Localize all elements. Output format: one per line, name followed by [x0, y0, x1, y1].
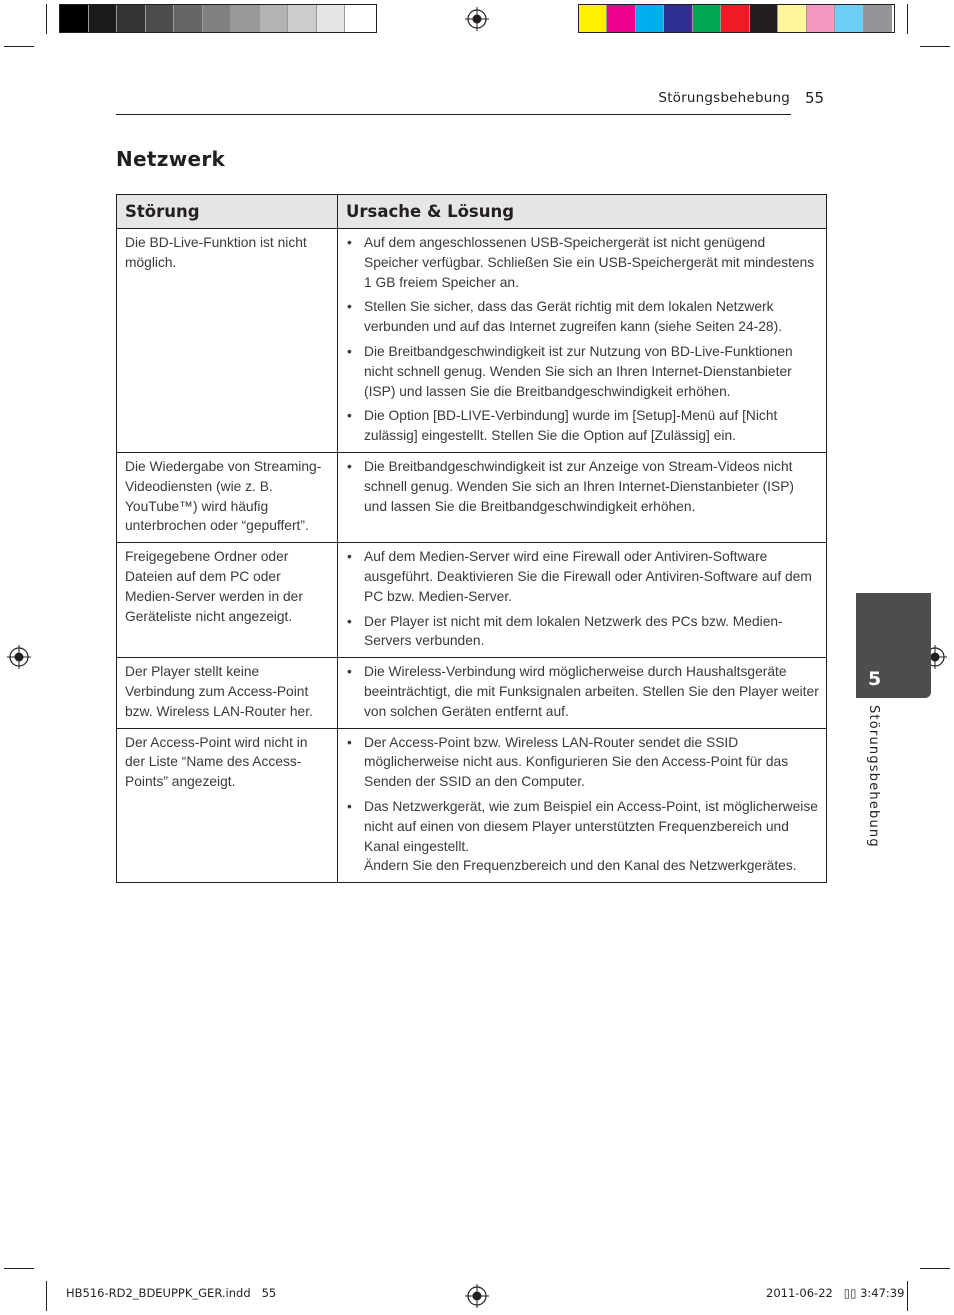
crop-mark: [920, 1268, 950, 1269]
crop-mark: [907, 4, 908, 34]
calibration-swatch: [607, 5, 635, 32]
column-header-solution: Ursache & Lösung: [338, 195, 827, 229]
running-header-section: Störungsbehebung: [658, 90, 790, 106]
calibration-swatch: [317, 5, 346, 32]
calibration-swatch: [174, 5, 203, 32]
registration-mark-icon: [7, 645, 31, 669]
calibration-swatch: [146, 5, 175, 32]
crop-mark: [920, 46, 950, 47]
solution-item: • Der Player ist nicht mit dem lokalen Netzwerk des PCs bzw. Medien-Servers verbunden.: [346, 612, 820, 652]
solution-cell: [338, 728, 827, 883]
calibration-swatch: [636, 5, 664, 32]
solution-list: [346, 457, 820, 516]
solution-item: • Auf dem angeschlossenen USB-Speichergerät ist nicht genügend Speicher verfügbar. Schließen Sie ein USB-Speichergerät mit mindestens 1 GB freiem Speicher an.: [346, 233, 820, 292]
chapter-label: Störungsbehebung: [866, 705, 881, 848]
page-title: Netzwerk: [116, 147, 226, 171]
table-row: [117, 229, 827, 453]
solution-item: • Stellen Sie sicher, dass das Gerät richtig mit dem lokalen Netzwerk verbunden und auf das Internet zugreifen kann (siehe Seiten 24-28).: [346, 297, 820, 337]
calibration-swatch: [203, 5, 232, 32]
footer-filename: HB516-RD2_BDEUPPK_GER.indd 55: [66, 1286, 277, 1300]
problem-cell: Die BD-Live-Funktion ist nicht möglich.: [117, 229, 338, 453]
solution-item: • Die Breitbandgeschwindigkeit ist zur Anzeige von Stream-Videos nicht schnell genug. Wenden Sie sich an Ihren Internet-Dienstanbieter (ISP) und lassen Sie die Breitbandgeschwindigkeit erhöhen.: [346, 457, 820, 516]
grayscale-calibration-bar: [59, 4, 377, 33]
solution-list: [346, 547, 820, 651]
solution-item: • Die Wireless-Verbindung wird möglicherweise durch Haushaltsgeräte beeinträchtigt, die mit Funksignalen arbeiten. Stellen Sie den Player weiter von solchen Geräten entfernt auf.: [346, 662, 820, 721]
problem-cell: Der Player stellt keine Verbindung zum Access-Point bzw. Wireless LAN-Router her.: [117, 658, 338, 728]
solution-cell: [338, 658, 827, 728]
calibration-swatch: [693, 5, 721, 32]
column-header-problem: Störung: [117, 195, 338, 229]
calibration-swatch: [721, 5, 749, 32]
table-row: [117, 728, 827, 883]
solution-item: • Das Netzwerkgerät, wie zum Beispiel ein Access-Point, ist möglicherweise nicht auf einen von diesem Player unterstützten Frequenzbereich und Kanal eingestellt. Ändern Sie den Frequenzbereich und den Kanal des Netzwerkgerätes.: [346, 797, 820, 876]
solution-list: [346, 662, 820, 721]
calibration-swatch: [835, 5, 863, 32]
calibration-swatch: [89, 5, 118, 32]
solution-item: • Die Breitbandgeschwindigkeit ist zur Nutzung von BD-Live-Funktionen nicht schnell genug. Wenden Sie sich an Ihren Internet-Dienstanbieter (ISP) und lassen Sie die Breitbandgeschwindigkeit erhöhen.: [346, 342, 820, 401]
crop-mark: [46, 1281, 47, 1311]
solution-cell: [338, 229, 827, 453]
crop-mark: [4, 46, 34, 47]
table-row: [117, 543, 827, 658]
crop-mark: [46, 4, 47, 34]
table-row: [117, 658, 827, 728]
troubleshooting-table: [116, 194, 827, 883]
calibration-swatch: [778, 5, 806, 32]
calibration-swatch: [864, 5, 892, 32]
chapter-number: 5: [868, 668, 882, 690]
problem-cell: Freigegebene Ordner oder Dateien auf dem PC oder Medien-Server werden in der Geräteliste nicht angezeigt.: [117, 543, 338, 658]
solution-item: • Die Option [BD-LIVE-Verbindung] wurde im [Setup]-Menü auf [Nicht zulässig] eingestellt. Stellen Sie die Option auf [Zulässig] ein.: [346, 406, 820, 446]
header-rule: [116, 114, 791, 115]
calibration-swatch: [60, 5, 89, 32]
calibration-swatch: [288, 5, 317, 32]
registration-mark-icon: [465, 1284, 489, 1308]
calibration-swatch: [260, 5, 289, 32]
problem-cell: Die Wiedergabe von Streaming-Videodiensten (wie z. B. YouTube™) wird häufig unterbrochen oder “gepuffert”.: [117, 452, 338, 542]
calibration-swatch: [664, 5, 692, 32]
solution-list: [346, 233, 820, 446]
color-calibration-bar: [578, 4, 895, 33]
calibration-swatch: [750, 5, 778, 32]
calibration-swatch: [807, 5, 835, 32]
registration-mark-icon: [465, 7, 489, 31]
calibration-swatch: [117, 5, 146, 32]
calibration-swatch: [231, 5, 260, 32]
calibration-swatch: [579, 5, 607, 32]
solution-item: • Auf dem Medien-Server wird eine Firewall oder Antiviren-Software ausgeführt. Deaktivieren Sie die Firewall oder Antiviren-Software auf dem PC bzw. Medien-Server.: [346, 547, 820, 606]
page-number: 55: [805, 89, 825, 107]
table-header-row: [117, 195, 827, 229]
problem-cell: Der Access-Point wird nicht in der Liste “Name des Access-Points” angezeigt.: [117, 728, 338, 883]
footer-datetime: 2011-06-22 ▯▯ 3:47:39: [766, 1286, 905, 1300]
crop-mark: [907, 1281, 908, 1311]
solution-list: [346, 733, 820, 877]
crop-mark: [4, 1268, 34, 1269]
solution-cell: [338, 543, 827, 658]
solution-cell: [338, 452, 827, 542]
table-row: [117, 452, 827, 542]
solution-item: • Der Access-Point bzw. Wireless LAN-Router sendet die SSID möglicherweise nicht aus. Konfigurieren Sie den Access-Point für das Senden der SSID an den Computer.: [346, 733, 820, 792]
calibration-swatch: [345, 5, 374, 32]
